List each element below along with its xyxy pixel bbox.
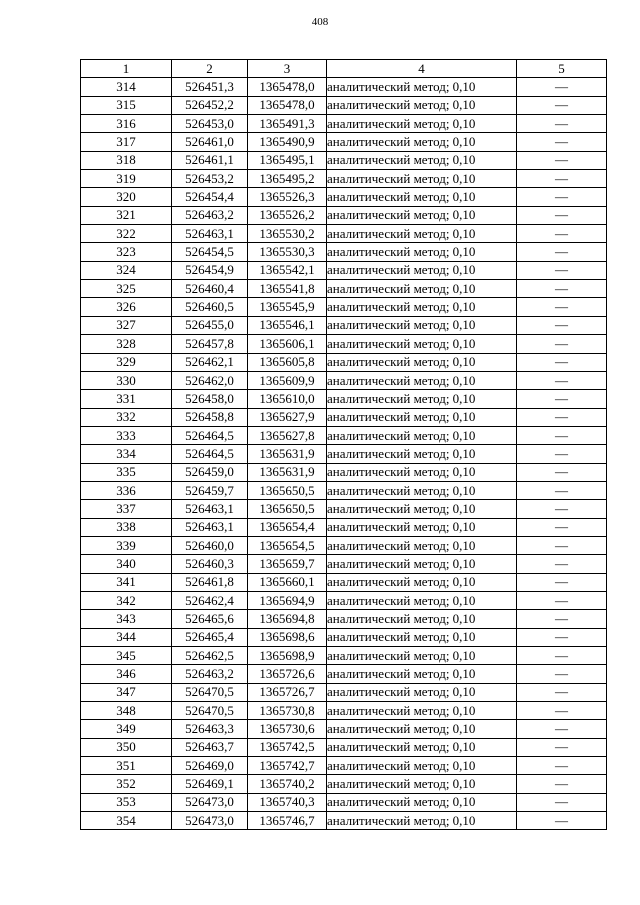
method-cell: аналитический метод; 0,10: [327, 335, 517, 353]
description-cell: —: [517, 96, 607, 114]
point-number-cell: 316: [81, 115, 172, 133]
y-coordinate-cell: 1365730,6: [248, 720, 327, 738]
point-number-cell: 354: [81, 812, 172, 830]
y-coordinate-cell: 1365740,2: [248, 775, 327, 793]
method-cell: аналитический метод; 0,10: [327, 610, 517, 628]
x-coordinate-cell: 526458,0: [172, 390, 248, 408]
page-number: 408: [311, 16, 329, 28]
method-cell: аналитический метод; 0,10: [327, 225, 517, 243]
x-coordinate-cell: 526452,2: [172, 96, 248, 114]
point-number-cell: 324: [81, 261, 172, 279]
point-number-cell: 326: [81, 298, 172, 316]
table-row: [81, 78, 607, 96]
point-number-cell: 337: [81, 500, 172, 518]
x-coordinate-cell: 526463,1: [172, 518, 248, 536]
description-cell: —: [517, 445, 607, 463]
description-cell: —: [517, 335, 607, 353]
method-cell: аналитический метод; 0,10: [327, 573, 517, 591]
y-coordinate-cell: 1365530,2: [248, 225, 327, 243]
y-coordinate-cell: 1365495,2: [248, 170, 327, 188]
table-row: [81, 408, 607, 426]
y-coordinate-cell: 1365541,8: [248, 280, 327, 298]
method-cell: аналитический метод; 0,10: [327, 206, 517, 224]
description-cell: —: [517, 775, 607, 793]
description-cell: —: [517, 647, 607, 665]
table-row: [81, 555, 607, 573]
description-cell: —: [517, 151, 607, 169]
method-cell: аналитический метод; 0,10: [327, 720, 517, 738]
description-cell: —: [517, 481, 607, 499]
x-coordinate-cell: 526463,2: [172, 665, 248, 683]
description-cell: —: [517, 408, 607, 426]
x-coordinate-cell: 526461,8: [172, 573, 248, 591]
method-cell: аналитический метод; 0,10: [327, 555, 517, 573]
point-number-cell: 335: [81, 463, 172, 481]
method-cell: аналитический метод; 0,10: [327, 812, 517, 830]
point-number-cell: 349: [81, 720, 172, 738]
y-coordinate-cell: 1365609,9: [248, 371, 327, 389]
method-cell: аналитический метод; 0,10: [327, 170, 517, 188]
point-number-cell: 323: [81, 243, 172, 261]
x-coordinate-cell: 526464,5: [172, 445, 248, 463]
y-coordinate-cell: 1365530,3: [248, 243, 327, 261]
table-row: [81, 738, 607, 756]
x-coordinate-cell: 526473,0: [172, 812, 248, 830]
table-row: [81, 720, 607, 738]
x-coordinate-cell: 526465,4: [172, 628, 248, 646]
y-coordinate-cell: 1365478,0: [248, 78, 327, 96]
x-coordinate-cell: 526455,0: [172, 316, 248, 334]
point-number-cell: 321: [81, 206, 172, 224]
method-cell: аналитический метод; 0,10: [327, 151, 517, 169]
y-coordinate-cell: 1365491,3: [248, 115, 327, 133]
y-coordinate-cell: 1365490,9: [248, 133, 327, 151]
x-coordinate-cell: 526462,0: [172, 371, 248, 389]
point-number-cell: 340: [81, 555, 172, 573]
table-row: [81, 188, 607, 206]
y-coordinate-cell: 1365726,6: [248, 665, 327, 683]
coordinates-table: [80, 59, 607, 830]
point-number-cell: 343: [81, 610, 172, 628]
y-coordinate-cell: 1365726,7: [248, 683, 327, 701]
y-coordinate-cell: 1365631,9: [248, 445, 327, 463]
description-cell: —: [517, 683, 607, 701]
table-row: [81, 481, 607, 499]
method-cell: аналитический метод; 0,10: [327, 353, 517, 371]
x-coordinate-cell: 526458,8: [172, 408, 248, 426]
description-cell: —: [517, 738, 607, 756]
x-coordinate-cell: 526453,2: [172, 170, 248, 188]
table-row: [81, 390, 607, 408]
table-row: [81, 225, 607, 243]
x-coordinate-cell: 526463,1: [172, 225, 248, 243]
table-row: [81, 812, 607, 830]
x-coordinate-cell: 526461,0: [172, 133, 248, 151]
description-cell: —: [517, 463, 607, 481]
description-cell: —: [517, 371, 607, 389]
table-row: [81, 170, 607, 188]
method-cell: аналитический метод; 0,10: [327, 628, 517, 646]
table-row: [81, 335, 607, 353]
y-coordinate-cell: 1365650,5: [248, 481, 327, 499]
point-number-cell: 315: [81, 96, 172, 114]
method-cell: аналитический метод; 0,10: [327, 463, 517, 481]
method-cell: аналитический метод; 0,10: [327, 426, 517, 444]
x-coordinate-cell: 526454,4: [172, 188, 248, 206]
point-number-cell: 341: [81, 573, 172, 591]
point-number-cell: 353: [81, 793, 172, 811]
y-coordinate-cell: 1365478,0: [248, 96, 327, 114]
method-cell: аналитический метод; 0,10: [327, 793, 517, 811]
method-cell: аналитический метод; 0,10: [327, 188, 517, 206]
description-cell: —: [517, 170, 607, 188]
x-coordinate-cell: 526451,3: [172, 78, 248, 96]
y-coordinate-cell: 1365526,3: [248, 188, 327, 206]
table-body: [81, 78, 607, 830]
method-cell: аналитический метод; 0,10: [327, 115, 517, 133]
description-cell: —: [517, 573, 607, 591]
point-number-cell: 348: [81, 702, 172, 720]
table-row: [81, 206, 607, 224]
table-row: [81, 445, 607, 463]
method-cell: аналитический метод; 0,10: [327, 591, 517, 609]
method-cell: аналитический метод; 0,10: [327, 518, 517, 536]
x-coordinate-cell: 526462,4: [172, 591, 248, 609]
point-number-cell: 345: [81, 647, 172, 665]
x-coordinate-cell: 526459,7: [172, 481, 248, 499]
table-row: [81, 353, 607, 371]
point-number-cell: 351: [81, 757, 172, 775]
y-coordinate-cell: 1365694,8: [248, 610, 327, 628]
y-coordinate-cell: 1365742,5: [248, 738, 327, 756]
table-row: [81, 518, 607, 536]
table-row: [81, 115, 607, 133]
y-coordinate-cell: 1365631,9: [248, 463, 327, 481]
table-header: [81, 60, 607, 78]
method-cell: аналитический метод; 0,10: [327, 775, 517, 793]
method-cell: аналитический метод; 0,10: [327, 445, 517, 463]
x-coordinate-cell: 526470,5: [172, 683, 248, 701]
table-row: [81, 757, 607, 775]
description-cell: —: [517, 426, 607, 444]
point-number-cell: 318: [81, 151, 172, 169]
x-coordinate-cell: 526464,5: [172, 426, 248, 444]
description-cell: —: [517, 280, 607, 298]
x-coordinate-cell: 526459,0: [172, 463, 248, 481]
x-coordinate-cell: 526454,9: [172, 261, 248, 279]
table-row: [81, 683, 607, 701]
method-cell: аналитический метод; 0,10: [327, 298, 517, 316]
point-number-cell: 329: [81, 353, 172, 371]
y-coordinate-cell: 1365526,2: [248, 206, 327, 224]
description-cell: —: [517, 665, 607, 683]
table-row: [81, 426, 607, 444]
description-cell: —: [517, 390, 607, 408]
y-coordinate-cell: 1365746,7: [248, 812, 327, 830]
table-row: [81, 591, 607, 609]
y-coordinate-cell: 1365654,4: [248, 518, 327, 536]
description-cell: —: [517, 115, 607, 133]
x-coordinate-cell: 526463,3: [172, 720, 248, 738]
method-cell: аналитический метод; 0,10: [327, 243, 517, 261]
y-coordinate-cell: 1365606,1: [248, 335, 327, 353]
y-coordinate-cell: 1365546,1: [248, 316, 327, 334]
method-cell: аналитический метод; 0,10: [327, 371, 517, 389]
x-coordinate-cell: 526460,4: [172, 280, 248, 298]
table-row: [81, 573, 607, 591]
point-number-cell: 338: [81, 518, 172, 536]
method-cell: аналитический метод; 0,10: [327, 738, 517, 756]
y-coordinate-cell: 1365605,8: [248, 353, 327, 371]
point-number-cell: 334: [81, 445, 172, 463]
y-coordinate-cell: 1365542,1: [248, 261, 327, 279]
table-row: [81, 371, 607, 389]
method-cell: аналитический метод; 0,10: [327, 96, 517, 114]
method-cell: аналитический метод; 0,10: [327, 280, 517, 298]
method-cell: аналитический метод; 0,10: [327, 390, 517, 408]
x-coordinate-cell: 526453,0: [172, 115, 248, 133]
description-cell: —: [517, 591, 607, 609]
point-number-cell: 319: [81, 170, 172, 188]
table-row: [81, 463, 607, 481]
point-number-cell: 322: [81, 225, 172, 243]
description-cell: —: [517, 720, 607, 738]
method-cell: аналитический метод; 0,10: [327, 133, 517, 151]
table-row: [81, 133, 607, 151]
x-coordinate-cell: 526470,5: [172, 702, 248, 720]
point-number-cell: 342: [81, 591, 172, 609]
description-cell: —: [517, 536, 607, 554]
table-row: [81, 536, 607, 554]
description-cell: —: [517, 243, 607, 261]
method-cell: аналитический метод; 0,10: [327, 683, 517, 701]
x-coordinate-cell: 526463,7: [172, 738, 248, 756]
description-cell: —: [517, 298, 607, 316]
table-row: [81, 316, 607, 334]
description-cell: —: [517, 793, 607, 811]
table-row: [81, 500, 607, 518]
x-coordinate-cell: 526465,6: [172, 610, 248, 628]
y-coordinate-cell: 1365698,9: [248, 647, 327, 665]
description-cell: —: [517, 353, 607, 371]
description-cell: —: [517, 133, 607, 151]
y-coordinate-cell: 1365627,8: [248, 426, 327, 444]
x-coordinate-cell: 526469,0: [172, 757, 248, 775]
table-row: [81, 96, 607, 114]
table-row: [81, 665, 607, 683]
x-coordinate-cell: 526460,0: [172, 536, 248, 554]
y-coordinate-cell: 1365698,6: [248, 628, 327, 646]
x-coordinate-cell: 526469,1: [172, 775, 248, 793]
table-row: [81, 243, 607, 261]
method-cell: аналитический метод; 0,10: [327, 500, 517, 518]
description-cell: —: [517, 518, 607, 536]
description-cell: —: [517, 206, 607, 224]
point-number-cell: 333: [81, 426, 172, 444]
description-cell: —: [517, 628, 607, 646]
point-number-cell: 328: [81, 335, 172, 353]
y-coordinate-cell: 1365545,9: [248, 298, 327, 316]
x-coordinate-cell: 526460,5: [172, 298, 248, 316]
method-cell: аналитический метод; 0,10: [327, 757, 517, 775]
description-cell: —: [517, 812, 607, 830]
table-row: [81, 702, 607, 720]
table-row: [81, 775, 607, 793]
method-cell: аналитический метод; 0,10: [327, 408, 517, 426]
y-coordinate-cell: 1365495,1: [248, 151, 327, 169]
method-cell: аналитический метод; 0,10: [327, 78, 517, 96]
y-coordinate-cell: 1365659,7: [248, 555, 327, 573]
description-cell: —: [517, 555, 607, 573]
point-number-cell: 317: [81, 133, 172, 151]
point-number-cell: 352: [81, 775, 172, 793]
x-coordinate-cell: 526463,1: [172, 500, 248, 518]
column-header-point-number: 1: [81, 60, 172, 78]
point-number-cell: 339: [81, 536, 172, 554]
y-coordinate-cell: 1365627,9: [248, 408, 327, 426]
method-cell: аналитический метод; 0,10: [327, 665, 517, 683]
column-header-x-coordinate: 2: [172, 60, 248, 78]
column-header-y-coordinate: 3: [248, 60, 327, 78]
table-row: [81, 628, 607, 646]
y-coordinate-cell: 1365660,1: [248, 573, 327, 591]
point-number-cell: 331: [81, 390, 172, 408]
y-coordinate-cell: 1365610,0: [248, 390, 327, 408]
y-coordinate-cell: 1365654,5: [248, 536, 327, 554]
point-number-cell: 314: [81, 78, 172, 96]
method-cell: аналитический метод; 0,10: [327, 647, 517, 665]
y-coordinate-cell: 1365740,3: [248, 793, 327, 811]
point-number-cell: 350: [81, 738, 172, 756]
description-cell: —: [517, 188, 607, 206]
method-cell: аналитический метод; 0,10: [327, 536, 517, 554]
method-cell: аналитический метод; 0,10: [327, 316, 517, 334]
point-number-cell: 330: [81, 371, 172, 389]
x-coordinate-cell: 526461,1: [172, 151, 248, 169]
x-coordinate-cell: 526462,1: [172, 353, 248, 371]
description-cell: —: [517, 225, 607, 243]
table-row: [81, 151, 607, 169]
method-cell: аналитический метод; 0,10: [327, 702, 517, 720]
description-cell: —: [517, 610, 607, 628]
point-number-cell: 332: [81, 408, 172, 426]
description-cell: —: [517, 757, 607, 775]
description-cell: —: [517, 261, 607, 279]
x-coordinate-cell: 526463,2: [172, 206, 248, 224]
column-header-method-accuracy: 4: [327, 60, 517, 78]
description-cell: —: [517, 78, 607, 96]
description-cell: —: [517, 702, 607, 720]
method-cell: аналитический метод; 0,10: [327, 481, 517, 499]
table-row: [81, 280, 607, 298]
y-coordinate-cell: 1365742,7: [248, 757, 327, 775]
column-header-description: 5: [517, 60, 607, 78]
y-coordinate-cell: 1365650,5: [248, 500, 327, 518]
x-coordinate-cell: 526457,8: [172, 335, 248, 353]
point-number-cell: 320: [81, 188, 172, 206]
table-row: [81, 261, 607, 279]
description-cell: —: [517, 500, 607, 518]
y-coordinate-cell: 1365730,8: [248, 702, 327, 720]
point-number-cell: 336: [81, 481, 172, 499]
table-row: [81, 793, 607, 811]
x-coordinate-cell: 526454,5: [172, 243, 248, 261]
point-number-cell: 346: [81, 665, 172, 683]
point-number-cell: 327: [81, 316, 172, 334]
description-cell: —: [517, 316, 607, 334]
table-row: [81, 298, 607, 316]
table-row: [81, 610, 607, 628]
x-coordinate-cell: 526473,0: [172, 793, 248, 811]
point-number-cell: 344: [81, 628, 172, 646]
method-cell: аналитический метод; 0,10: [327, 261, 517, 279]
x-coordinate-cell: 526460,3: [172, 555, 248, 573]
point-number-cell: 347: [81, 683, 172, 701]
x-coordinate-cell: 526462,5: [172, 647, 248, 665]
table-row: [81, 647, 607, 665]
y-coordinate-cell: 1365694,9: [248, 591, 327, 609]
point-number-cell: 325: [81, 280, 172, 298]
header-row: [81, 60, 607, 78]
